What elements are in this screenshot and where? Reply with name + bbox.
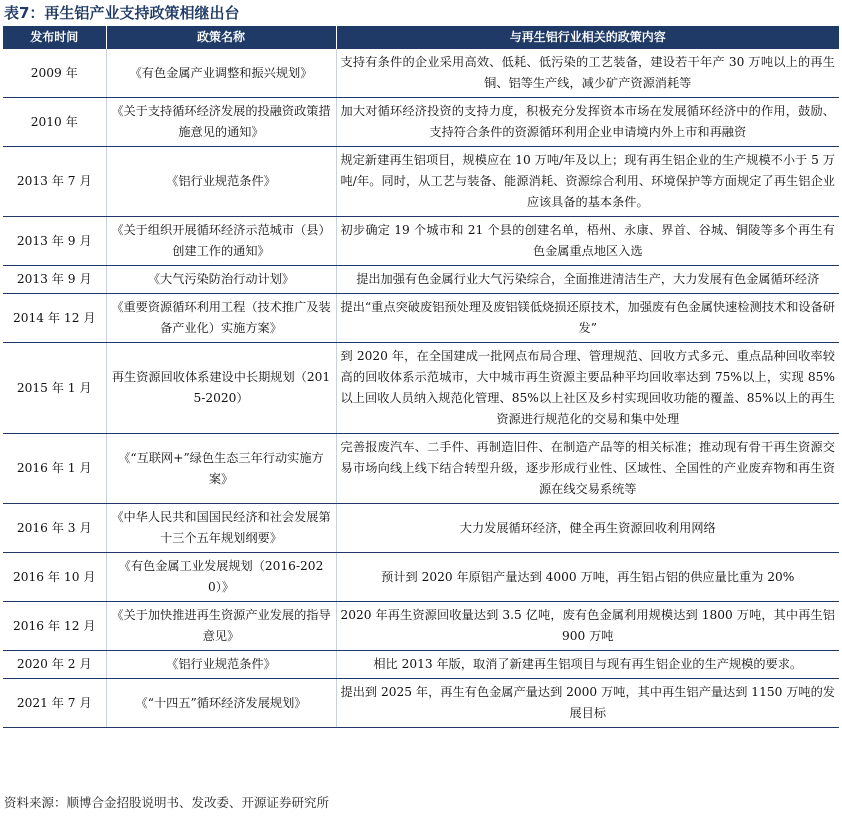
table-row — [3, 98, 839, 147]
policy-name-cell: 《铝行业规范条件》 — [106, 147, 336, 217]
source-note: 资料来源：顺博合金招股说明书、发改委、开源证券研究所 — [4, 795, 330, 810]
policy-content-cell: 预计到 2020 年原铝产量达到 4000 万吨，再生铝占铝的供应量比重为 20% — [336, 553, 839, 602]
policy-content-cell: 完善报废汽车、二手件、再制造旧件、在制造产品等的相关标准；推动现有骨干再生资源交易市场向线上线下结合转型升级，逐步形成行业性、区域性、全国性的产业废弃物和再生资源在线交易系统等 — [336, 434, 839, 504]
release-time-cell: 2013 年 9 月 — [3, 266, 106, 294]
policy-name-cell: 《关于组织开展循环经济示范城市（县）创建工作的通知》 — [106, 217, 336, 266]
policy-name-cell: 《“互联网+”绿色生态三年行动实施方案》 — [106, 434, 336, 504]
policy-content-cell: 提出“重点突破废铝预处理及废铝镁低烧损还原技术，加强废有色金属快速检测技术和设备研发” — [336, 294, 839, 343]
policy-name-cell: 《有色金属产业调整和振兴规划》 — [106, 49, 336, 98]
policy-name-cell: 《“十四五”循环经济发展规划》 — [106, 679, 336, 728]
release-time-cell: 2016 年 3 月 — [3, 504, 106, 553]
policy-name-cell: 《关于支持循环经济发展的投融资政策措施意见的通知》 — [106, 98, 336, 147]
header-release-time: 发布时间 — [3, 26, 106, 49]
release-time-cell: 2015 年 1 月 — [3, 343, 106, 434]
table-row — [3, 651, 839, 679]
release-time-cell: 2009 年 — [3, 49, 106, 98]
policy-content-cell: 到 2020 年，在全国建成一批网点布局合理、管理规范、回收方式多元、重点品种回收率较高的回收体系示范城市，大中城市再生资源主要品种平均回收率达到 75%以上，实现 85%以上回收人员纳入规范化管理、85%以上社区及乡村实现回收功能的覆盖、85%以上的再生资源进行规范化的交易和集中处理 — [336, 343, 839, 434]
release-time-cell: 2013 年 9 月 — [3, 217, 106, 266]
release-time-cell: 2021 年 7 月 — [3, 679, 106, 728]
table-header-row — [3, 26, 839, 49]
table-title: 表7：再生铝产业支持政策相继出台 — [4, 4, 240, 22]
policy-name-cell: 再生资源回收体系建设中长期规划（2015-2020） — [106, 343, 336, 434]
table-row — [3, 434, 839, 504]
table-row — [3, 602, 839, 651]
policy-content-cell: 提出到 2025 年，再生有色金属产量达到 2000 万吨，其中再生铝产量达到 1150 万吨的发展目标 — [336, 679, 839, 728]
policy-content-cell: 支持有条件的企业采用高效、低耗、低污染的工艺装备，建设若干年产 30 万吨以上的再生铜、铝等生产线，减少矿产资源消耗等 — [336, 49, 839, 98]
release-time-cell: 2013 年 7 月 — [3, 147, 106, 217]
release-time-cell: 2016 年 10 月 — [3, 553, 106, 602]
table-row — [3, 343, 839, 434]
release-time-cell: 2020 年 2 月 — [3, 651, 106, 679]
policy-content-cell: 大力发展循环经济，健全再生资源回收利用网络 — [336, 504, 839, 553]
policy-name-cell: 《中华人民共和国国民经济和社会发展第十三个五年规划纲要》 — [106, 504, 336, 553]
policy-name-cell: 《铝行业规范条件》 — [106, 651, 336, 679]
header-policy-content: 与再生铝行业相关的政策内容 — [336, 26, 839, 49]
table-row — [3, 504, 839, 553]
release-time-cell: 2016 年 12 月 — [3, 602, 106, 651]
table-row — [3, 49, 839, 98]
release-time-cell: 2010 年 — [3, 98, 106, 147]
policy-content-cell: 相比 2013 年版，取消了新建再生铝项目与现有再生铝企业的生产规模的要求。 — [336, 651, 839, 679]
policy-name-cell: 《有色金属工业发展规划（2016-2020）》 — [106, 553, 336, 602]
policy-table — [3, 26, 839, 728]
policy-content-cell: 规定新建再生铝项目，规模应在 10 万吨/年及以上；现有再生铝企业的生产规模不小于 5 万吨/年。同时，从工艺与装备、能源消耗、资源综合利用、环境保护等方面规定了再生铝企业应该具备的基本条件。 — [336, 147, 839, 217]
policy-name-cell: 《重要资源循环利用工程（技术推广及装备产业化）实施方案》 — [106, 294, 336, 343]
policy-name-cell: 《大气污染防治行动计划》 — [106, 266, 336, 294]
header-policy-name: 政策名称 — [106, 26, 336, 49]
policy-content-cell: 加大对循环经济投资的支持力度，积极充分发挥资本市场在发展循环经济中的作用，鼓励、支持符合条件的资源循环利用企业申请境内外上市和再融资 — [336, 98, 839, 147]
table-row — [3, 679, 839, 728]
table-row — [3, 217, 839, 266]
table-row — [3, 553, 839, 602]
table-row — [3, 147, 839, 217]
policy-content-cell: 初步确定 19 个城市和 21 个县的创建名单，梧州、永康、界首、谷城、铜陵等多个再生有色金属重点地区入选 — [336, 217, 839, 266]
policy-name-cell: 《关于加快推进再生资源产业发展的指导意见》 — [106, 602, 336, 651]
release-time-cell: 2014 年 12 月 — [3, 294, 106, 343]
table-row — [3, 294, 839, 343]
table-row — [3, 266, 839, 294]
release-time-cell: 2016 年 1 月 — [3, 434, 106, 504]
policy-content-cell: 提出加强有色金属行业大气污染综合，全面推进清洁生产，大力发展有色金属循环经济 — [336, 266, 839, 294]
policy-content-cell: 2020 年再生资源回收量达到 3.5 亿吨，废有色金属利用规模达到 1800 万吨，其中再生铝 900 万吨 — [336, 602, 839, 651]
